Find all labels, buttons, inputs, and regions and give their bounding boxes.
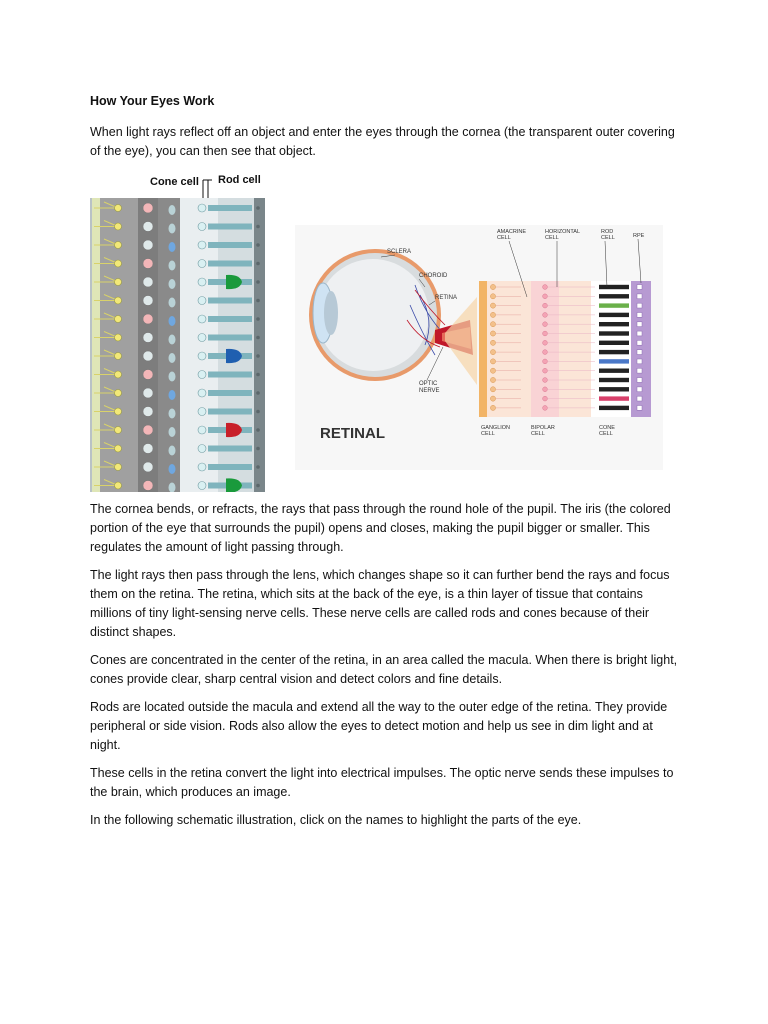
rod-outer-segment (208, 242, 252, 248)
retina-ganglion-cell (490, 405, 495, 410)
optic-nerve-label-2: NERVE (419, 388, 440, 394)
retina-layers-panel (479, 281, 651, 417)
ganglion-cell (115, 279, 122, 286)
photoreceptor-segment (599, 285, 629, 289)
rpe-cell (637, 359, 642, 364)
horizontal-cell (169, 409, 176, 419)
ganglion-cell (115, 482, 122, 489)
rod-nucleus (198, 445, 206, 453)
rod-cell-label: Rod cell (218, 174, 261, 186)
rod-nucleus (198, 352, 206, 360)
horizontal-cell (169, 279, 176, 289)
rod-nucleus (198, 408, 206, 416)
bipolar-cell (143, 462, 153, 472)
rod-outer-segment (208, 298, 252, 304)
rpe-cell (637, 406, 642, 411)
lens (324, 291, 338, 335)
retina-ganglion-cell (490, 396, 495, 401)
retina-bipolar-cell (543, 340, 548, 345)
bipolar-cell (143, 444, 153, 454)
amacrine-label-1: AMACRINE (497, 229, 527, 235)
paragraph-6: In the following schematic illustration, click on the names to highlight the parts of the eye. (90, 813, 582, 827)
ganglion-cell (115, 427, 122, 434)
bipolar-cell (143, 425, 153, 435)
bipolar-cell (143, 296, 153, 306)
retina-bipolar-cell (543, 396, 548, 401)
paragraph-2: The light rays then pass through the lens, which changes shape so it can further bend the rays and focus them on the retina. The retina, which sits at the back of the eye, is a thin layer of tissue that contains millions of tiny light-sensing nerve cells. These nerve cells are called rods and cones because of their distinct shapes. (90, 568, 670, 639)
sclera-label: SCLERA (387, 249, 412, 255)
retina-ganglion-cell (490, 284, 495, 289)
bipolar-cell (143, 388, 153, 398)
bipolar-layer (158, 198, 180, 492)
retina-ganglion-cell (490, 359, 495, 364)
cone-cell-label: Cone cell (150, 176, 199, 188)
horizontal-cell (169, 335, 176, 345)
rod-outer-segment (208, 390, 252, 396)
rod-cone-diagram (90, 170, 265, 492)
photoreceptor-segment (599, 294, 629, 298)
choroid-label: CHOROID (419, 273, 448, 279)
retina-bipolar-cell (543, 350, 548, 355)
horizontal-cell (169, 353, 176, 363)
paragraph-1: The cornea bends, or refracts, the rays that pass through the round hole of the pupil. The iris (the colored portion of the eye that surrounds the pupil) opens and closes, making the pupil bigger or smaller. This regulates the amount of light passing through. (90, 502, 671, 554)
bipolar-cell (143, 277, 153, 287)
bipolar-cell (143, 314, 153, 324)
rod-nucleus (198, 241, 206, 249)
photoreceptor-segment (599, 341, 629, 345)
rod-nucleus (198, 278, 206, 286)
ganglion-cell (115, 445, 122, 452)
rod-nucleus (198, 334, 206, 342)
rod-outer-segment (208, 205, 252, 211)
retina-ganglion-cell (490, 331, 495, 336)
retina-bipolar-cell (543, 378, 548, 383)
photoreceptor-segment (599, 378, 629, 382)
ganglion-cell (115, 297, 122, 304)
ganglion-cell (115, 223, 122, 230)
amacrine-label-2: CELL (497, 235, 511, 241)
bipolar-cell (143, 407, 153, 417)
rpe-cell (637, 303, 642, 308)
bipolar-label-1: BIPOLAR (531, 425, 555, 431)
retina-bipolar-cell (543, 331, 548, 336)
retina-ganglion-cell (490, 340, 495, 345)
rod-nucleus (198, 315, 206, 323)
retinal-heading: RETINAL (320, 425, 385, 442)
retina-bipolar-cell (543, 368, 548, 373)
retina-bipolar-cell (543, 313, 548, 318)
rod-outer-segment (208, 335, 252, 341)
paragraph-5: These cells in the retina convert the light into electrical impulses. The optic nerve sends these impulses to the brain, which produces an image. (90, 766, 674, 799)
rpe-cell (637, 322, 642, 327)
ganglion-cell (115, 242, 122, 249)
horizontal-cell (169, 224, 176, 234)
rod-nucleus (198, 389, 206, 397)
retina-ganglion-cell (490, 294, 495, 299)
rod-outer-segment (208, 372, 252, 378)
photoreceptor-segment (599, 359, 629, 363)
horizontal-cell (169, 390, 176, 400)
photoreceptor-segment (599, 331, 629, 335)
ganglion-label-2: CELL (481, 431, 495, 437)
horizontal-cell (169, 427, 176, 437)
ganglion-cell (115, 353, 122, 360)
retina-ganglion-cell (490, 312, 495, 317)
paragraph-4: Rods are located outside the macula and extend all the way to the outer edge of the retina. They provide peripheral or side vision. Rods also allow the eyes to detect motion and help us see in dim light and at night. (90, 700, 668, 752)
bipolar-cell (143, 222, 153, 232)
optic-nerve-label-1: OPTIC (419, 381, 438, 387)
retina-bipolar-cell (543, 359, 548, 364)
horizontal-label-2: CELL (545, 235, 559, 241)
ganglion-layer-strip (479, 281, 487, 417)
retina-ganglion-cell (490, 303, 495, 308)
rpe-label: RPE (633, 233, 645, 239)
rod-outer-segment (208, 464, 252, 470)
rod-nucleus (198, 482, 206, 490)
photoreceptor-segment (599, 313, 629, 317)
horizontal-cell (169, 242, 176, 252)
rod-label-1: ROD (601, 229, 614, 235)
ganglion-cell (115, 408, 122, 415)
ganglion-cell (115, 464, 122, 471)
rod-outer-segment (208, 224, 252, 230)
ganglion-cell (115, 260, 122, 267)
rod-outer-segment (208, 316, 252, 322)
retina-label: RETINA (435, 295, 458, 301)
photoreceptor-segment (599, 322, 629, 326)
cone-label-2: CELL (599, 431, 613, 437)
ganglion-cell (115, 205, 122, 212)
rpe-cell (637, 331, 642, 336)
retinal-diagram (295, 225, 663, 470)
rod-nucleus (198, 297, 206, 305)
bipolar-cell (143, 203, 153, 213)
horizontal-cell (169, 464, 176, 474)
retina-bipolar-cell (543, 303, 548, 308)
photoreceptor-segment (599, 387, 629, 391)
rpe-cell (637, 368, 642, 373)
bipolar-cell (143, 259, 153, 269)
rpe-cell (637, 350, 642, 355)
horizontal-cell (169, 316, 176, 326)
bipolar-label-2: CELL (531, 431, 545, 437)
rod-outer-segment (208, 446, 252, 452)
rod-nucleus (198, 463, 206, 471)
rpe-cell (637, 387, 642, 392)
document-page (90, 92, 680, 839)
bipolar-cell (143, 240, 153, 250)
horizontal-cell (169, 446, 176, 456)
retina-bipolar-cell (543, 285, 548, 290)
cone-label-1: CONE (599, 425, 615, 431)
retina-ganglion-cell (490, 387, 495, 392)
rod-nucleus (198, 204, 206, 212)
retina-ganglion-cell (490, 368, 495, 373)
retina-ganglion-cell (490, 350, 495, 355)
rpe-cell (637, 396, 642, 401)
horizontal-cell (169, 298, 176, 308)
retina-ganglion-cell (490, 377, 495, 382)
rpe-cell (637, 378, 642, 383)
eye-figure (90, 170, 680, 492)
rod-nucleus (198, 260, 206, 268)
bipolar-cell (143, 351, 153, 361)
intro-paragraph: When light rays reflect off an object and enter the eyes through the cornea (the transparent outer covering of the eye), you can then see that object. (90, 125, 675, 158)
photoreceptor-segment (599, 396, 629, 400)
horizontal-label-1: HORIZONTAL (545, 229, 581, 235)
retina-ganglion-cell (490, 322, 495, 327)
bipolar-cell (143, 333, 153, 343)
rod-nucleus (198, 426, 206, 434)
rod-nucleus (198, 223, 206, 231)
ganglion-cell (115, 390, 122, 397)
bipolar-cell (143, 370, 153, 380)
retina-bipolar-cell (543, 294, 548, 299)
photoreceptor-segment (599, 350, 629, 354)
retina-bipolar-cell (543, 322, 548, 327)
retina-bipolar-cell (543, 406, 548, 411)
retina-bipolar-cell (543, 387, 548, 392)
rod-label-2: CELL (601, 235, 615, 241)
rod-outer-segment (208, 261, 252, 267)
rpe-cell (637, 285, 642, 290)
ganglion-label-1: GANGLION (481, 425, 511, 431)
ganglion-cell (115, 334, 122, 341)
ganglion-cell (115, 316, 122, 323)
bipolar-cell (143, 481, 153, 491)
photoreceptor-segment (599, 369, 629, 373)
photoreceptor-segment (599, 303, 629, 307)
document-title: How Your Eyes Work (90, 94, 215, 108)
photoreceptor-segment (599, 406, 629, 410)
paragraph-3: Cones are concentrated in the center of the retina, in an area called the macula. When there is bright light, cones provide clear, sharp central vision and detect colors and fine details. (90, 653, 678, 686)
rod-nucleus (198, 371, 206, 379)
rpe-cell (637, 313, 642, 318)
rod-outer-segment (208, 409, 252, 415)
horizontal-cell (169, 372, 176, 382)
rpe-cell (637, 294, 642, 299)
rpe-cell (637, 340, 642, 345)
ganglion-cell (115, 371, 122, 378)
horizontal-cell (169, 261, 176, 271)
horizontal-cell (169, 205, 176, 215)
